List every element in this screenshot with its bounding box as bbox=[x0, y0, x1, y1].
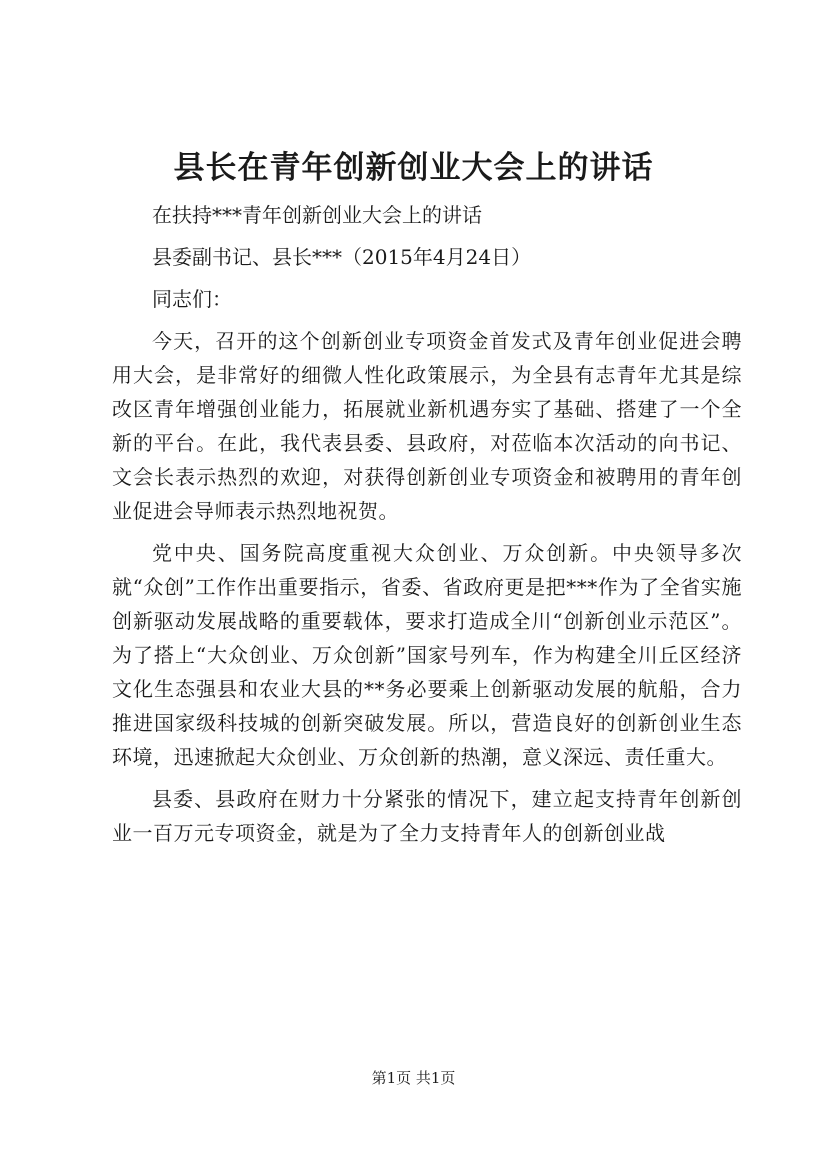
paragraph-1: 今天，召开的这个创新创业专项资金首发式及青年创业促进会聘用大会，是非常好的细微人性化政策展示，为全县有志青年尤其是综改区青年增强创业能力，拓展就业新机遇夯实了基础、搭建了一个全新的平台。在此，我代表县委、县政府，对莅临本次活动的向书记、文会长表示热烈的欢迎，对获得创新创业专项资金和被聘用的青年创业促进会导师表示热烈地祝贺。 bbox=[112, 329, 742, 523]
subtitle-line: 在扶持***青年创新创业大会上的讲话 bbox=[152, 203, 482, 227]
salutation-line: 同志们： bbox=[152, 287, 232, 311]
page-footer: 第1页 共1页 bbox=[371, 1069, 456, 1087]
speaker-line: 县委副书记、县长***（2015年4月24日） bbox=[152, 245, 532, 269]
paragraph-3: 县委、县政府在财力十分紧张的情况下，建立起支持青年创新创业一百万元专项资金，就是为了全力支持青年人的创新创业战 bbox=[112, 787, 742, 845]
paragraph-2: 党中央、国务院高度重视大众创业、万众创新。中央领导多次就“众创”工作作出重要指示，省委、省政府更是把***作为了全省实施创新驱动发展战略的重要载体，要求打造成全川“创新创业示范区”。为了搭上“大众创业、万众创新”国家号列车，作为构建全川丘区经济文化生态强县和农业大县的**务必要乘上创新驱动发展的航船，合力推进国家级科技城的创新突破发展。所以，营造良好的创新创业生态环境，迅速掀起大众创业、万众创新的热潮，意义深远、责任重大。 bbox=[112, 541, 742, 769]
document-body bbox=[112, 198, 742, 850]
document-title: 县长在青年创新创业大会上的讲话 bbox=[173, 150, 654, 186]
